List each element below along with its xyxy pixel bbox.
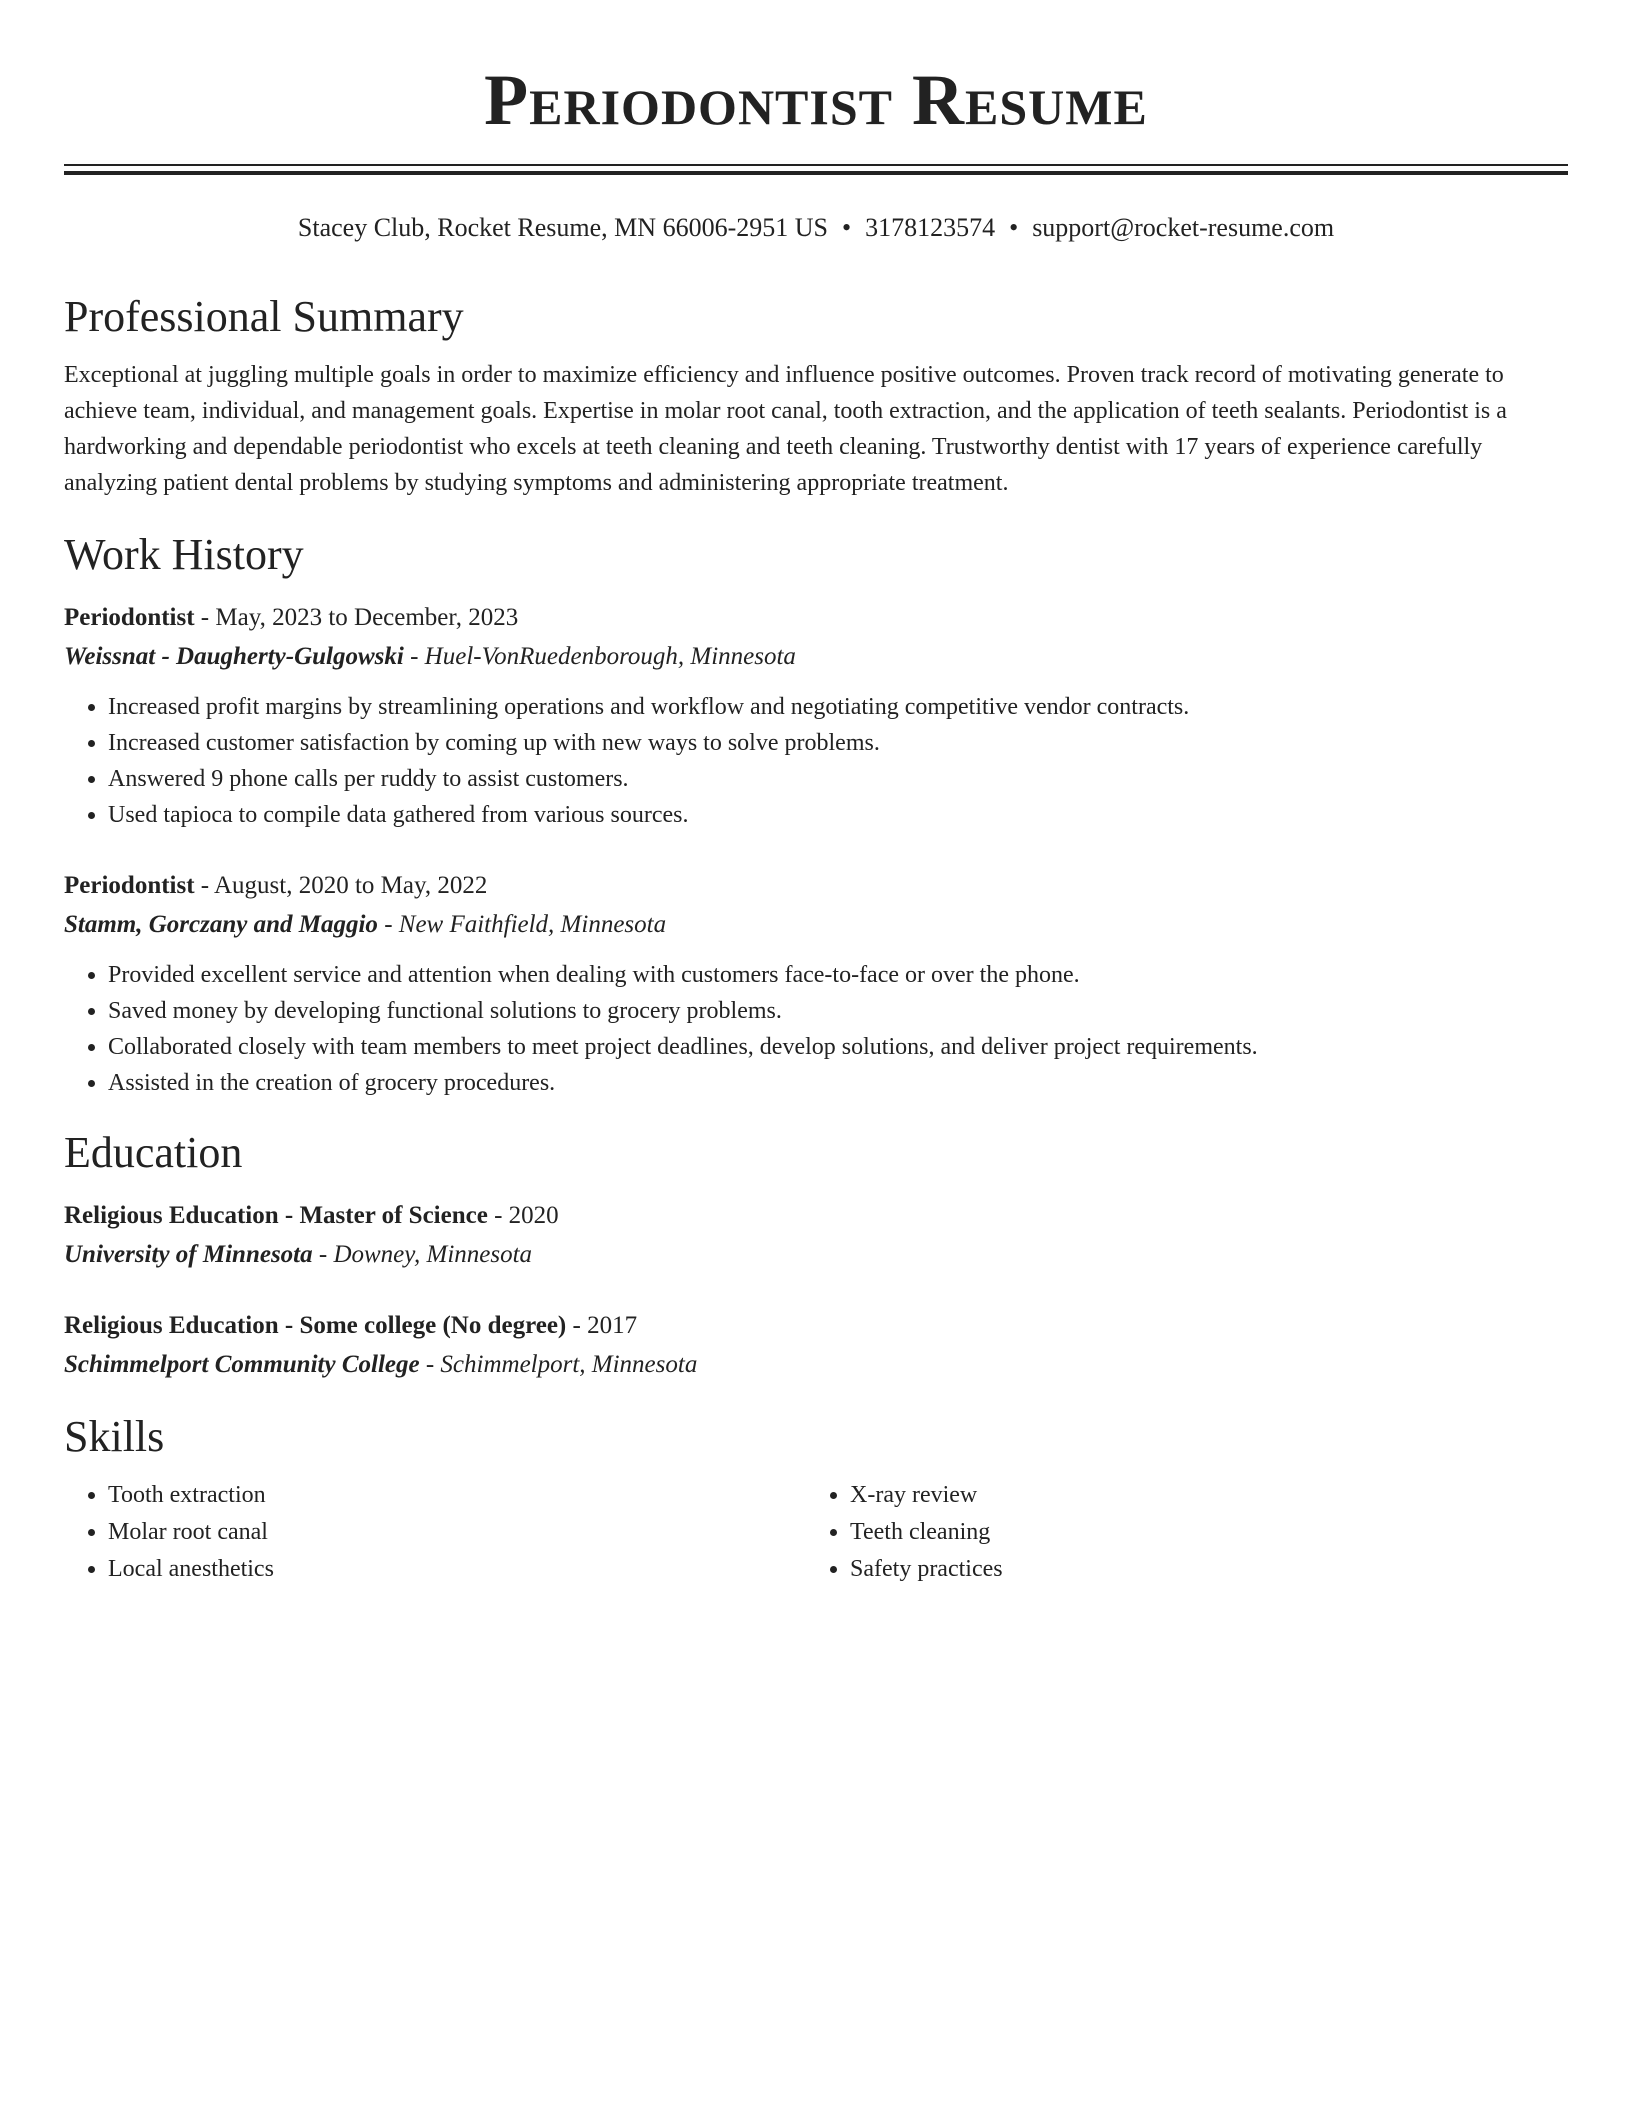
job-dates: - August, 2020 to May, 2022 — [194, 872, 488, 899]
job-bullet: • Increased customer satisfaction by coming up with new ways to solve problems. — [108, 725, 1568, 761]
education-entry — [64, 1307, 1568, 1385]
job-bullet: • Increased profit margins by streamlining operations and workflow and negotiating competitive vendor contracts. — [108, 689, 1568, 725]
job-employer — [64, 905, 1568, 945]
skills-list — [64, 1477, 1568, 1588]
education-institution — [64, 1345, 1568, 1385]
job-company: Stamm, Gorczany and Maggio — [64, 911, 378, 938]
education-degree: Religious Education - Some college (No degree) — [64, 1312, 567, 1339]
divider-thick-line — [64, 171, 1568, 175]
job-company: Weissnat - Daugherty-Gulgowski — [64, 643, 404, 670]
education-year: - 2017 — [566, 1312, 638, 1339]
skill-item: • Tooth extraction — [108, 1477, 806, 1514]
education-header — [64, 1197, 1568, 1235]
job-location: - New Faithfield, Minnesota — [377, 911, 667, 938]
education-heading: Education — [64, 1128, 243, 1177]
job-location: - Huel-VonRuedenborough, Minnesota — [403, 643, 796, 670]
divider-thin-line — [64, 164, 1568, 166]
job-bullets — [64, 957, 1568, 1101]
job-bullet: • Saved money by developing functional solutions to grocery problems. — [108, 993, 1568, 1029]
skill-item: • Teeth cleaning — [850, 1514, 1548, 1551]
skill-item: • Molar root canal — [108, 1514, 806, 1551]
skill-item: • X-ray review — [850, 1477, 1548, 1514]
job-role: Periodontist — [64, 604, 195, 631]
contact-line — [64, 211, 1568, 245]
contact-address: Stacey Club, Rocket Resume, MN 66006-2951 US — [297, 213, 828, 242]
skills-column-left — [64, 1477, 806, 1588]
education-entry — [64, 1197, 1568, 1275]
education-degree: Religious Education - Master of Science — [64, 1202, 488, 1229]
skills-heading: Skills — [64, 1412, 165, 1461]
job-dates: - May, 2023 to December, 2023 — [194, 604, 519, 631]
education-header — [64, 1307, 1568, 1345]
contact-separator: • — [841, 213, 852, 242]
education-location: - Downey, Minnesota — [312, 1241, 533, 1268]
education-location: - Schimmelport, Minnesota — [419, 1351, 698, 1378]
job-entry — [64, 599, 1568, 833]
skill-item: • Local anesthetics — [108, 1551, 806, 1588]
contact-separator: • — [1009, 213, 1019, 242]
skill-item: • Safety practices — [850, 1551, 1548, 1588]
job-bullet: • Answered 9 phone calls per ruddy to assist customers. — [108, 761, 1568, 797]
page-title: Periodontist Resume — [484, 60, 1148, 140]
contact-phone: 3178123574 — [865, 213, 996, 242]
skills-column-right — [806, 1477, 1548, 1588]
job-bullet: • Used tapioca to compile data gathered from various sources. — [108, 797, 1568, 833]
contact-email: support@rocket-resume.com — [1032, 213, 1335, 242]
job-employer — [64, 637, 1568, 677]
education-institution — [64, 1235, 1568, 1275]
education-year: - 2020 — [487, 1202, 559, 1229]
job-header — [64, 599, 1568, 637]
job-header — [64, 867, 1568, 905]
job-bullet: • Provided excellent service and attention when dealing with customers face-to-face or over the phone. — [108, 957, 1568, 993]
work-history-heading: Work History — [64, 530, 304, 579]
title-divider — [64, 164, 1568, 175]
job-entry — [64, 867, 1568, 1101]
summary-heading: Professional Summary — [64, 292, 464, 341]
job-bullet: • Collaborated closely with team members to meet project deadlines, develop solutions, and deliver project requirements. — [108, 1029, 1568, 1065]
job-role: Periodontist — [64, 872, 195, 899]
summary-text: Exceptional at juggling multiple goals in order to maximize efficiency and influence positive outcomes. Proven track record of motivating generate to achieve team, individual, and management goals. Expertise in molar root canal, tooth extraction, and the application of teeth sealants. Periodontist is a hardworking and dependable periodontist who excels at teeth cleaning and teeth cleaning. Trustworthy dentist with 17 years of experience carefully analyzing patient dental problems by studying symptoms and administering appropriate treatment. — [64, 362, 1507, 496]
education-school: Schimmelport Community College — [64, 1351, 420, 1378]
education-school: University of Minnesota — [64, 1241, 313, 1268]
job-bullets — [64, 689, 1568, 833]
job-bullet: • Assisted in the creation of grocery procedures. — [108, 1065, 1568, 1101]
